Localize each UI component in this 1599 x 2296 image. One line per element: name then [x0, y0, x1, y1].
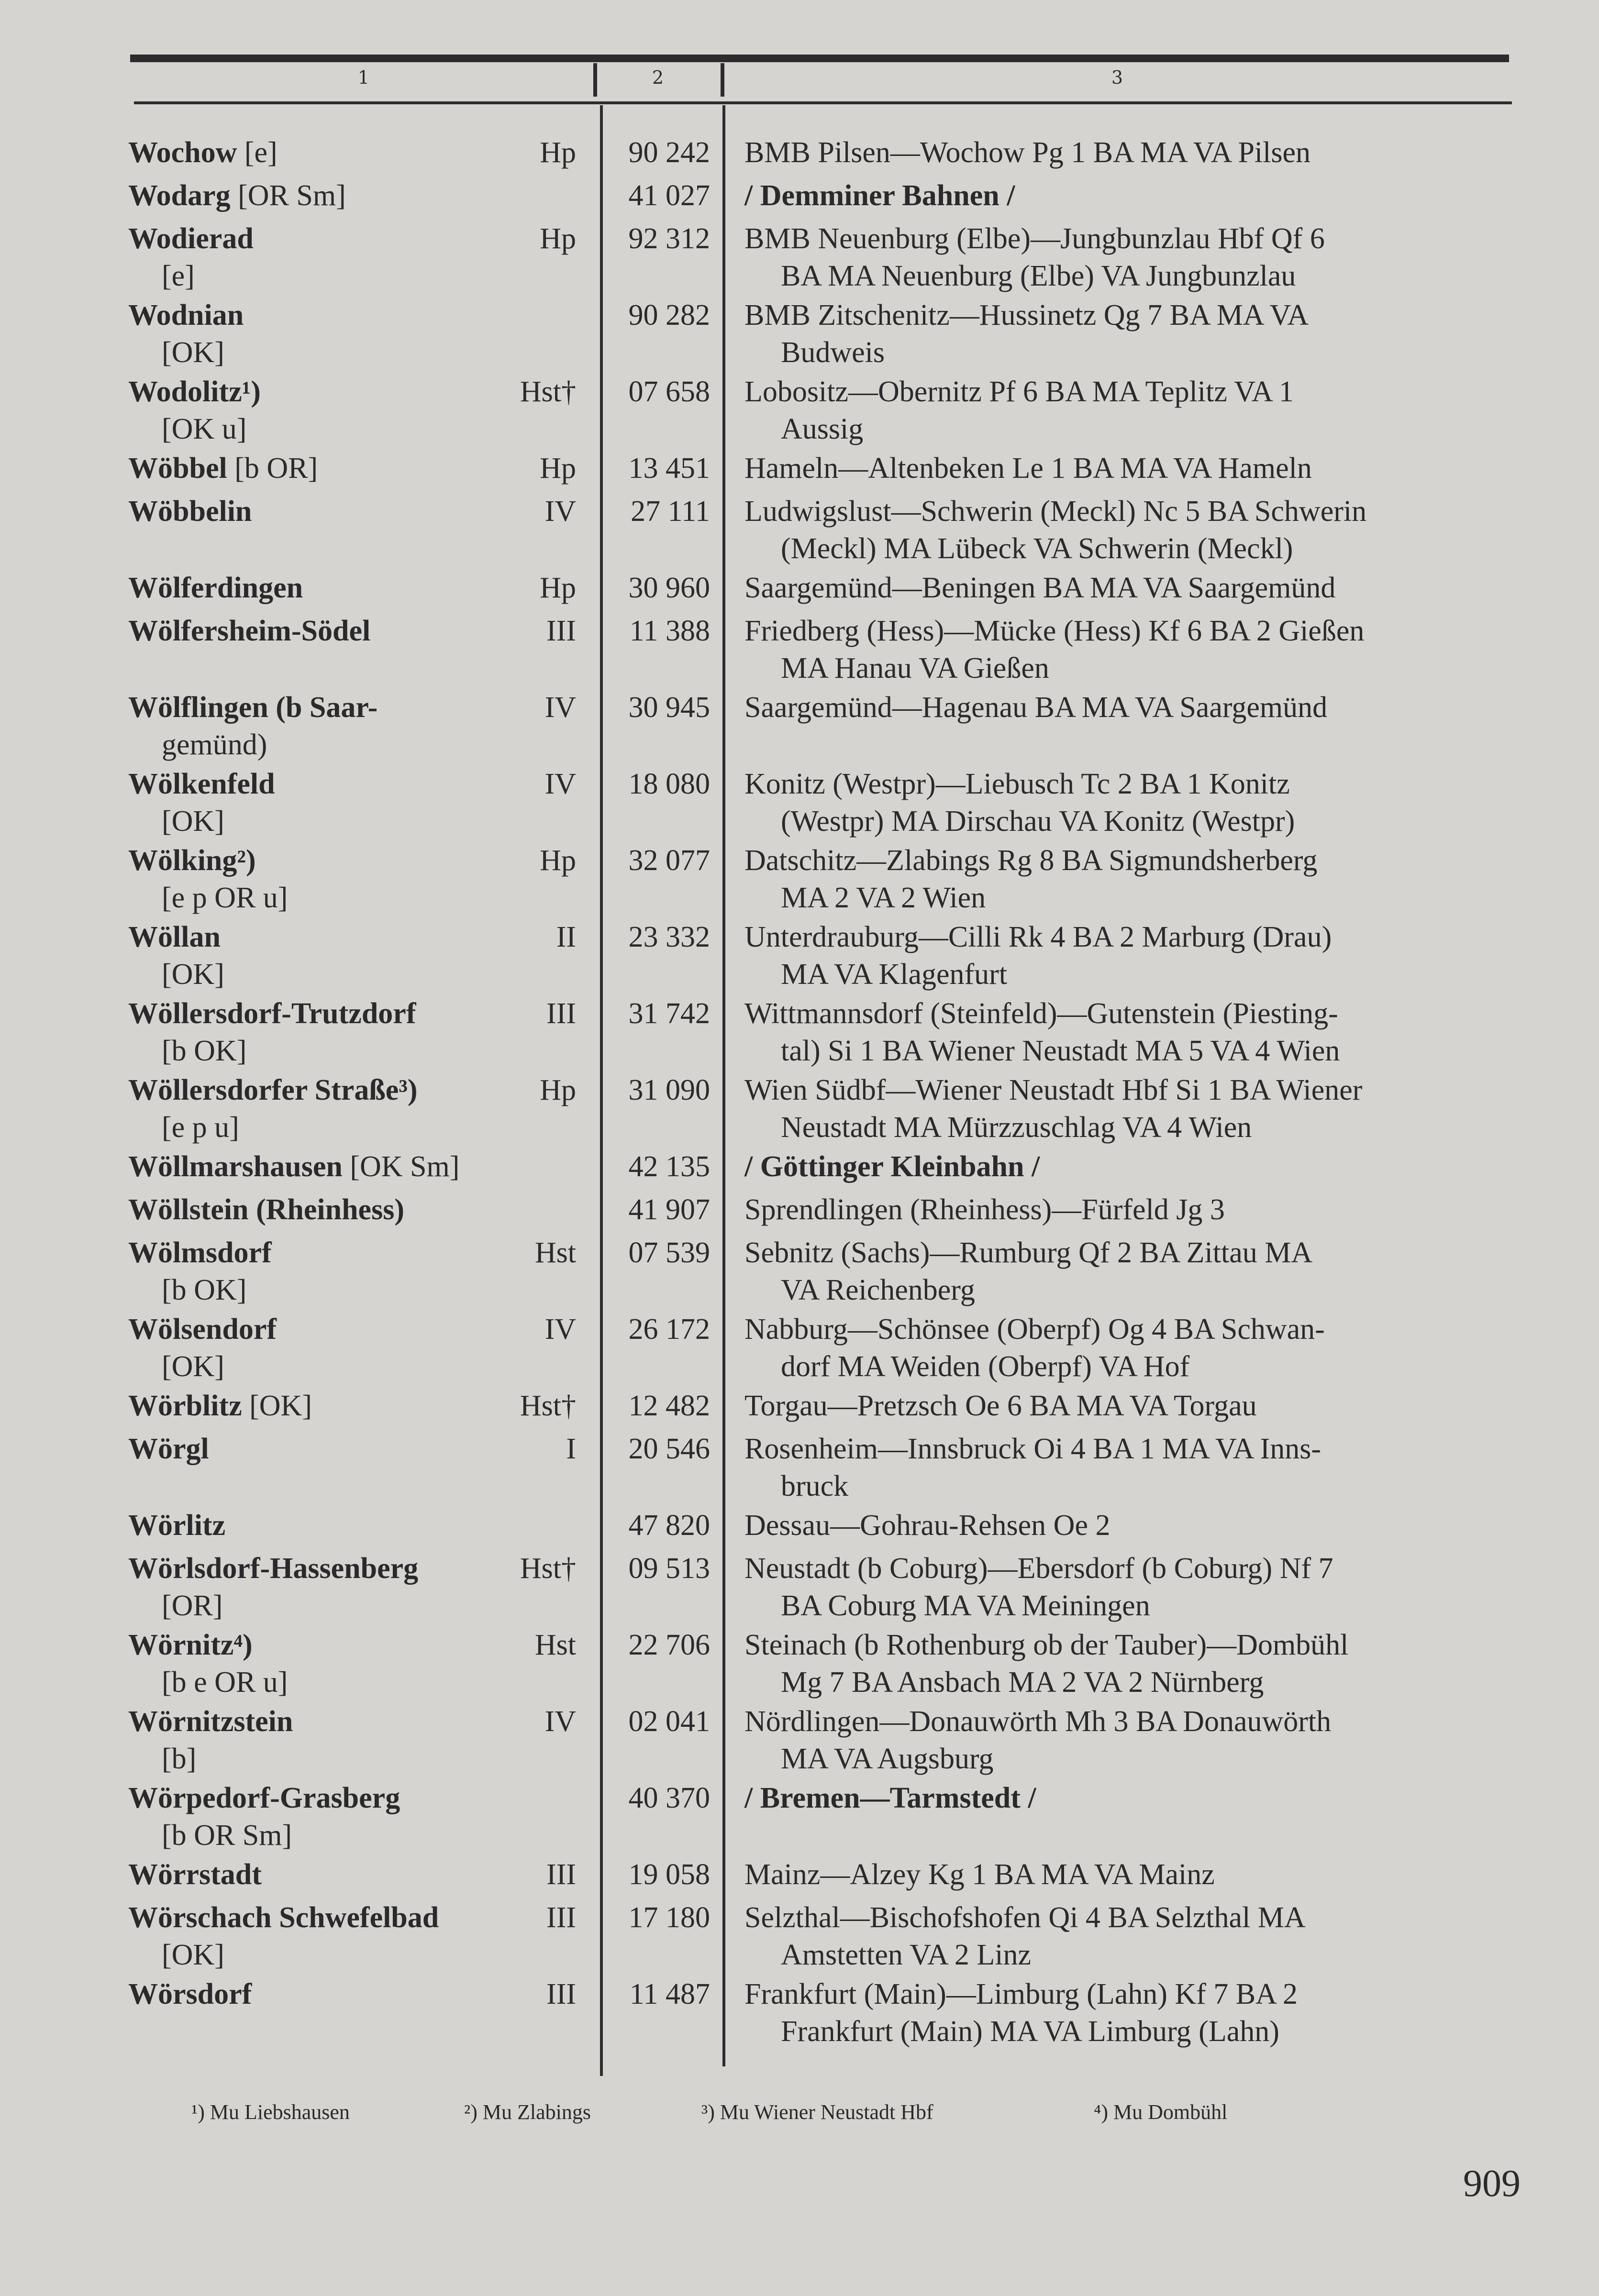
- route-line: Torgau—Pretzsch Oe 6 BA MA VA Torgau: [744, 1390, 1257, 1422]
- route-continuation: (Meckl) MA Lübeck VA Schwerin (Meckl): [781, 532, 1293, 565]
- station-subline: [b OK]: [162, 1274, 247, 1306]
- station-type: Hst: [534, 1236, 576, 1269]
- station-number: 20 546: [628, 1433, 710, 1465]
- station-name: Wöllan: [128, 921, 221, 953]
- station-name: Wörsdorf: [128, 1978, 252, 2010]
- route-line: Steinach (b Rothenburg ob der Tauber)—Dombühl: [744, 1629, 1349, 1661]
- route-continuation: MA 2 VA 2 Wien: [781, 882, 986, 914]
- station-cell: [128, 134, 602, 171]
- route-line: / Göttinger Kleinbahn /: [744, 1150, 1040, 1183]
- station-type: IV: [544, 768, 576, 800]
- station-type: Hp: [540, 222, 576, 255]
- column-header-3: 3: [1111, 67, 1123, 88]
- station-number: 07 539: [628, 1236, 710, 1269]
- top-rule: [130, 55, 1509, 62]
- route-cell: [744, 1430, 1519, 1505]
- footnote-2: ²) Mu Zlabings: [464, 2100, 591, 2124]
- station-name: Wochow: [128, 136, 237, 169]
- station-cell: [128, 1976, 602, 2013]
- station-number: 26 172: [628, 1313, 710, 1346]
- station-subline: [b e OR u]: [162, 1666, 288, 1699]
- route-line: BMB Neuenburg (Elbe)—Jungbunzlau Hbf Qf 6: [744, 222, 1325, 255]
- route-cell: [744, 765, 1519, 840]
- station-type: Hst†: [520, 1390, 576, 1422]
- route-line: Neustadt (b Coburg)—Ebersdorf (b Coburg) Nf 7: [744, 1552, 1333, 1585]
- column-header-2: 2: [652, 67, 664, 88]
- station-name: Wöllersdorf-Trutzdorf: [128, 997, 416, 1030]
- route-cell: [744, 1148, 1519, 1185]
- footnote-3: ³) Mu Wiener Neustadt Hbf: [701, 2100, 933, 2124]
- station-name: Wölsendorf: [128, 1313, 277, 1346]
- route-line: / Demminer Bahnen /: [744, 179, 1015, 212]
- station-cell: [128, 1507, 602, 1544]
- station-subline: [OR]: [162, 1590, 223, 1622]
- route-line: BMB Pilsen—Wochow Pg 1 BA MA VA Pilsen: [744, 136, 1311, 169]
- route-continuation: BA MA Neuenburg (Elbe) VA Jungbunzlau: [781, 260, 1296, 292]
- route-continuation: MA VA Klagenfurt: [781, 958, 1008, 991]
- station-codes: [b OR]: [227, 452, 318, 485]
- station-cell: [128, 1071, 602, 1146]
- route-continuation: MA Hanau VA Gießen: [781, 652, 1049, 684]
- route-line: Unterdrauburg—Cilli Rk 4 BA 2 Marburg (Drau): [744, 921, 1332, 953]
- route-line: Datschitz—Zlabings Rg 8 BA Sigmundsherberg: [744, 844, 1318, 877]
- station-number: 17 180: [628, 1901, 710, 1934]
- station-number: 11 487: [629, 1978, 710, 2010]
- station-name: Wöllersdorfer Straße³): [128, 1074, 418, 1106]
- station-name: Wörlitz: [128, 1509, 226, 1542]
- route-cell: [744, 918, 1519, 993]
- column-divider-2: [722, 105, 725, 2066]
- station-cell: [128, 842, 602, 916]
- station-subline: [OK u]: [162, 413, 247, 445]
- station-codes: [OR Sm]: [230, 179, 346, 212]
- station-cell: [128, 1899, 602, 1974]
- station-cell: [128, 450, 602, 487]
- footnote-4: ⁴) Mu Dombühl: [1094, 2100, 1228, 2124]
- station-number: 30 945: [628, 691, 710, 724]
- station-name: Wörlsdorf-Hassenberg: [128, 1552, 419, 1585]
- route-cell: [744, 1779, 1519, 1817]
- route-cell: [744, 450, 1519, 487]
- station-name: Wörgl: [128, 1433, 209, 1465]
- header-separator: [593, 63, 597, 97]
- station-number: 31 090: [628, 1074, 710, 1106]
- station-type: Hst†: [520, 1552, 576, 1585]
- route-cell: [744, 569, 1519, 607]
- route-line: Nabburg—Schönsee (Oberpf) Og 4 BA Schwan-: [744, 1313, 1325, 1346]
- station-cell: [128, 612, 602, 650]
- station-name: Wöbbel: [128, 452, 227, 485]
- station-cell: [128, 1311, 602, 1385]
- station-cell: [128, 1626, 602, 1701]
- station-number: 19 058: [628, 1858, 710, 1891]
- station-name: Wölflingen (b Saar-: [128, 691, 378, 724]
- station-number: 31 742: [628, 997, 710, 1030]
- station-type: Hp: [540, 136, 576, 169]
- station-name: Wörnitz⁴): [128, 1629, 253, 1661]
- column-header-1: 1: [357, 67, 370, 88]
- route-cell: [744, 220, 1519, 295]
- station-name: Wörblitz: [128, 1390, 242, 1422]
- route-cell: [744, 1626, 1519, 1701]
- route-cell: [744, 493, 1519, 567]
- route-cell: [744, 1856, 1519, 1893]
- station-type: III: [546, 997, 576, 1030]
- station-subline: [OK]: [162, 958, 224, 991]
- route-line: Frankfurt (Main)—Limburg (Lahn) Kf 7 BA 2: [744, 1978, 1298, 2010]
- route-continuation: MA VA Augsburg: [781, 1743, 994, 1775]
- station-type: IV: [544, 1705, 576, 1738]
- route-continuation: (Westpr) MA Dirschau VA Konitz (Westpr): [781, 805, 1295, 838]
- station-number: 90 242: [628, 136, 710, 169]
- route-line: Rosenheim—Innsbruck Oi 4 BA 1 MA VA Inns-: [744, 1433, 1321, 1465]
- station-cell: [128, 220, 602, 295]
- station-subline: [OK]: [162, 336, 224, 369]
- station-subline: [e p OR u]: [162, 882, 288, 914]
- station-name: Wörschach Schwefelbad: [128, 1901, 439, 1934]
- station-type: Hp: [540, 844, 576, 877]
- page-number: 909: [1463, 2163, 1521, 2205]
- station-number: 41 027: [628, 179, 710, 212]
- station-type: IV: [544, 691, 576, 724]
- station-type: Hst: [534, 1629, 576, 1661]
- station-name: Wodierad: [128, 222, 254, 255]
- station-cell: [128, 1191, 602, 1228]
- station-subline: [OK]: [162, 1939, 224, 1971]
- route-continuation: tal) Si 1 BA Wiener Neustadt MA 5 VA 4 Wien: [781, 1035, 1340, 1067]
- station-name: Wöllmarshausen: [128, 1150, 343, 1183]
- station-subline: [b]: [162, 1743, 197, 1775]
- station-type: IV: [544, 1313, 576, 1346]
- station-name: Wölfersheim-Södel: [128, 615, 371, 647]
- header-rule: [134, 101, 1512, 104]
- station-cell: [128, 1430, 602, 1468]
- station-cell: [128, 689, 602, 763]
- station-name: Wodnian: [128, 299, 244, 331]
- station-number: 92 312: [628, 222, 710, 255]
- route-line: Sprendlingen (Rheinhess)—Fürfeld Jg 3: [744, 1193, 1225, 1226]
- route-line: Wittmannsdorf (Steinfeld)—Gutenstein (Piesting-: [744, 997, 1338, 1030]
- route-continuation: Amstetten VA 2 Linz: [781, 1939, 1031, 1971]
- station-number: 18 080: [628, 768, 710, 800]
- station-number: 23 332: [628, 921, 710, 953]
- station-name: Wodarg: [128, 179, 231, 212]
- route-cell: [744, 297, 1519, 371]
- route-line: / Bremen—Tarmstedt /: [744, 1782, 1036, 1814]
- route-line: Saargemünd—Beningen BA MA VA Saargemünd: [744, 572, 1336, 604]
- route-line: Selzthal—Bischofshofen Qi 4 BA Selzthal MA: [744, 1901, 1306, 1934]
- station-subline: [b OK]: [162, 1035, 247, 1067]
- station-number: 27 111: [631, 495, 710, 528]
- station-cell: [128, 493, 602, 530]
- footnote-1: ¹) Mu Liebshausen: [191, 2100, 350, 2124]
- route-continuation: dorf MA Weiden (Oberpf) VA Hof: [781, 1350, 1190, 1383]
- station-subline: [b OR Sm]: [162, 1819, 292, 1852]
- route-cell: [744, 1703, 1519, 1777]
- route-line: Ludwigslust—Schwerin (Meckl) Nc 5 BA Schwerin: [744, 495, 1367, 528]
- route-line: Dessau—Gohrau-Rehsen Oe 2: [744, 1509, 1110, 1542]
- station-cell: [128, 765, 602, 840]
- station-number: 40 370: [628, 1782, 710, 1814]
- station-number: 02 041: [628, 1705, 710, 1738]
- station-type: Hp: [540, 452, 576, 485]
- station-number: 90 282: [628, 299, 710, 331]
- station-name: Wölkenfeld: [128, 768, 275, 800]
- station-name: Wöllstein (Rheinhess): [128, 1193, 404, 1226]
- station-type: III: [546, 1978, 576, 2010]
- station-type: II: [556, 921, 576, 953]
- station-number: 30 960: [628, 572, 710, 604]
- station-name: Wölferdingen: [128, 572, 303, 604]
- route-line: Hameln—Altenbeken Le 1 BA MA VA Hameln: [744, 452, 1312, 485]
- station-type: III: [546, 1858, 576, 1891]
- station-type: Hp: [540, 1074, 576, 1106]
- station-type: III: [546, 1901, 576, 1934]
- station-type: Hp: [540, 572, 576, 604]
- route-continuation: Budweis: [781, 336, 885, 369]
- station-name: Wörnitzstein: [128, 1705, 293, 1738]
- station-cell: [128, 569, 602, 607]
- route-cell: [744, 842, 1519, 916]
- station-type: Hst†: [520, 375, 576, 408]
- station-name: Wöbbelin: [128, 495, 252, 528]
- route-continuation: bruck: [781, 1470, 849, 1502]
- route-cell: [744, 134, 1519, 171]
- station-subline: [OK]: [162, 805, 224, 838]
- station-type: III: [546, 615, 576, 647]
- station-cell: [128, 918, 602, 993]
- route-line: Nördlingen—Donauwörth Mh 3 BA Donauwörth: [744, 1705, 1332, 1738]
- station-subline: [OK]: [162, 1350, 224, 1383]
- station-number: 42 135: [628, 1150, 710, 1183]
- station-subline: gemünd): [162, 729, 267, 761]
- station-number: 12 482: [628, 1390, 710, 1422]
- station-codes: [e]: [237, 136, 278, 169]
- station-name: Wörpedorf-Grasberg: [128, 1782, 400, 1814]
- station-number: 09 513: [628, 1552, 710, 1585]
- station-name: Wölking²): [128, 844, 256, 877]
- route-continuation: Aussig: [781, 413, 864, 445]
- route-continuation: BA Coburg MA VA Meiningen: [781, 1590, 1150, 1622]
- route-cell: [744, 612, 1519, 687]
- route-cell: [744, 1311, 1519, 1385]
- route-cell: [744, 1507, 1519, 1544]
- station-cell: [128, 1703, 602, 1777]
- route-continuation: Frankfurt (Main) MA VA Limburg (Lahn): [781, 2015, 1279, 2048]
- route-cell: [744, 1899, 1519, 1974]
- station-number: 07 658: [628, 375, 710, 408]
- route-line: BMB Zitschenitz—Hussinetz Qg 7 BA MA VA: [744, 299, 1309, 331]
- route-cell: [744, 1071, 1519, 1146]
- route-continuation: VA Reichenberg: [781, 1274, 975, 1306]
- station-type: I: [566, 1433, 576, 1465]
- route-line: Saargemünd—Hagenau BA MA VA Saargemünd: [744, 691, 1328, 724]
- route-cell: [744, 177, 1519, 214]
- route-cell: [744, 373, 1519, 448]
- station-number: 47 820: [628, 1509, 710, 1542]
- route-cell: [744, 1234, 1519, 1309]
- route-cell: [744, 1550, 1519, 1624]
- station-type: IV: [544, 495, 576, 528]
- station-number: 41 907: [628, 1193, 710, 1226]
- station-cell: [128, 297, 602, 371]
- route-cell: [744, 1387, 1519, 1424]
- header-separator: [721, 63, 724, 97]
- station-number: 32 077: [628, 844, 710, 877]
- route-line: Sebnitz (Sachs)—Rumburg Qf 2 BA Zittau MA: [744, 1236, 1313, 1269]
- station-name: Wodolitz¹): [128, 375, 261, 408]
- station-cell: [128, 1779, 602, 1854]
- route-cell: [744, 995, 1519, 1070]
- route-line: Lobositz—Obernitz Pf 6 BA MA Teplitz VA 1: [744, 375, 1294, 408]
- station-cell: [128, 995, 602, 1070]
- station-codes: [OK]: [242, 1390, 312, 1422]
- route-line: Konitz (Westpr)—Liebusch Tc 2 BA 1 Konitz: [744, 768, 1290, 800]
- station-subline: [e p u]: [162, 1111, 239, 1144]
- route-continuation: Mg 7 BA Ansbach MA 2 VA 2 Nürnberg: [781, 1666, 1264, 1699]
- station-cell: [128, 177, 602, 214]
- station-cell: [128, 1856, 602, 1893]
- station-name: Wörrstadt: [128, 1858, 262, 1891]
- station-cell: [128, 1234, 602, 1309]
- station-codes: [OK Sm]: [342, 1150, 460, 1183]
- station-subline: [e]: [162, 260, 195, 292]
- station-name: Wölmsdorf: [128, 1236, 272, 1269]
- station-number: 13 451: [628, 452, 710, 485]
- route-cell: [744, 1976, 1519, 2050]
- route-continuation: Neustadt MA Mürzzuschlag VA 4 Wien: [781, 1111, 1252, 1144]
- route-cell: [744, 1191, 1519, 1228]
- route-cell: [744, 689, 1519, 726]
- route-line: Friedberg (Hess)—Mücke (Hess) Kf 6 BA 2 Gießen: [744, 615, 1365, 647]
- route-line: Wien Südbf—Wiener Neustadt Hbf Si 1 BA Wiener: [744, 1074, 1363, 1106]
- station-number: 22 706: [628, 1629, 710, 1661]
- station-cell: [128, 1148, 602, 1185]
- route-line: Mainz—Alzey Kg 1 BA MA VA Mainz: [744, 1858, 1215, 1891]
- station-number: 11 388: [629, 615, 710, 647]
